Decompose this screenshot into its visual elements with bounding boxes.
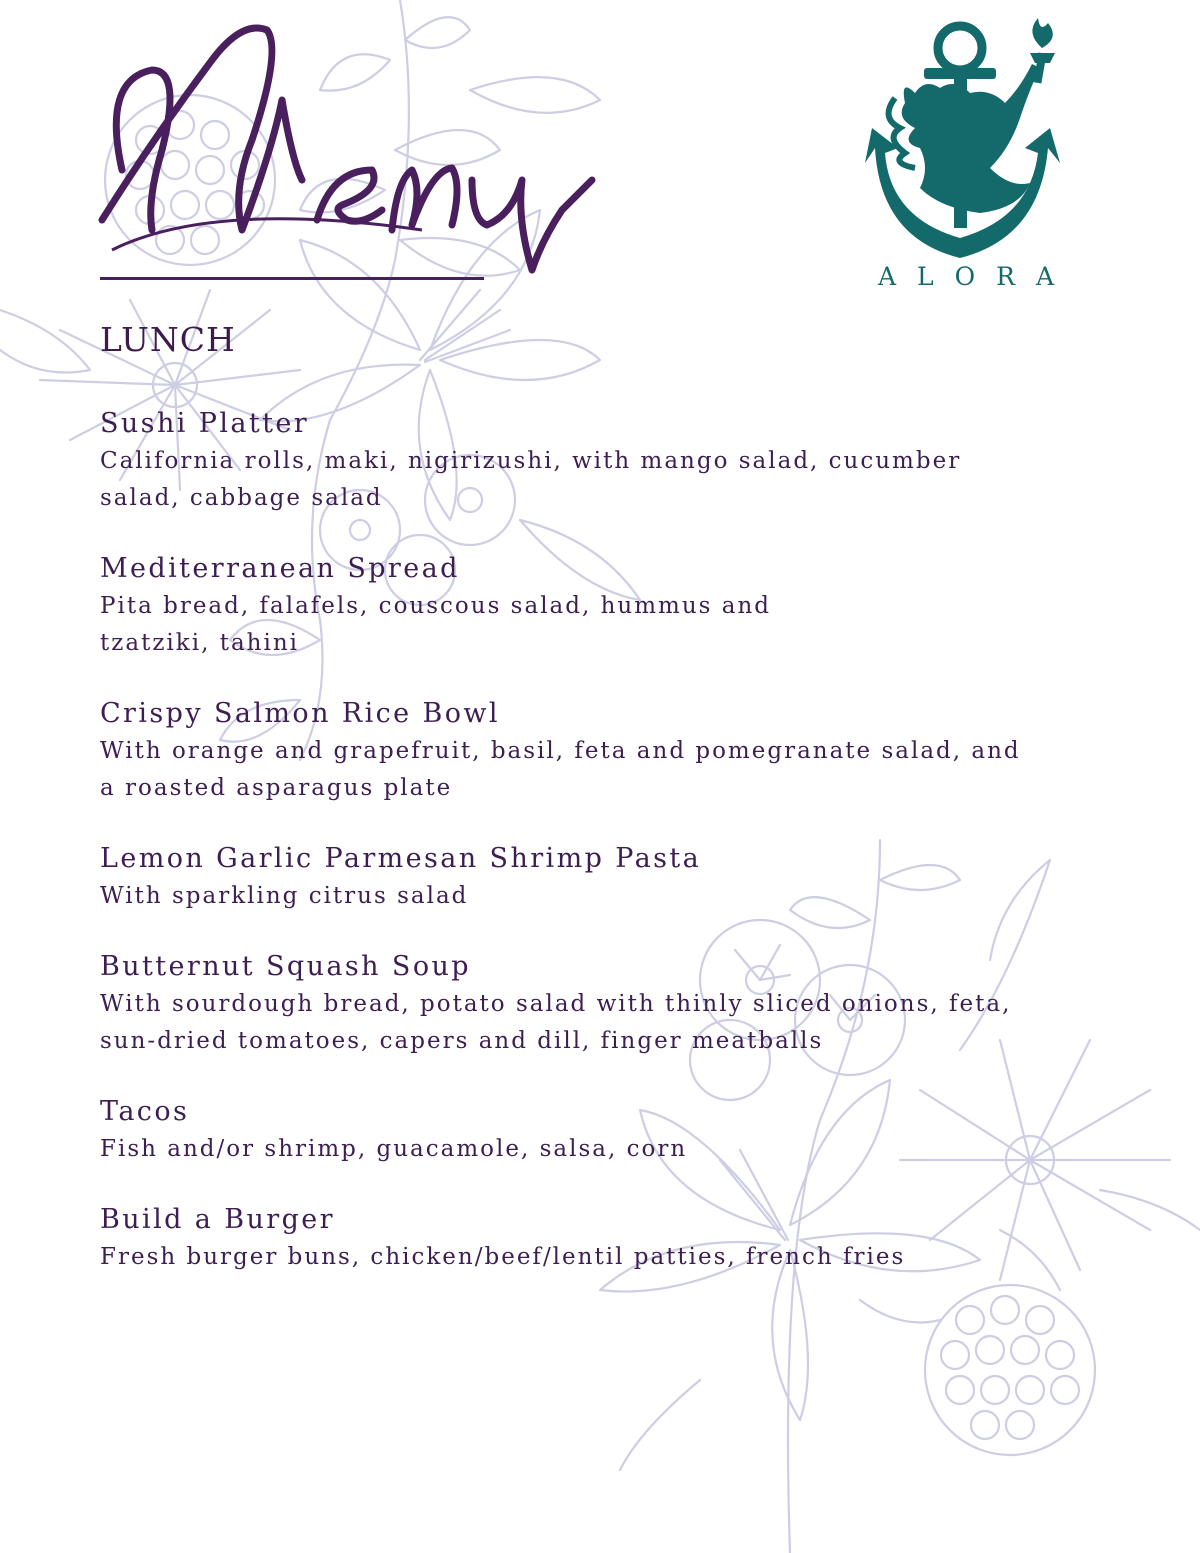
menu-item-description-line: Pita bread, falafels, couscous salad, hummus and [100, 593, 772, 619]
menu-item-name: Crispy Salmon Rice Bowl [100, 698, 500, 729]
menu-item-description-line: With orange and grapefruit, basil, feta and pomegranate salad, and [100, 738, 1021, 764]
menu-item-name: Lemon Garlic Parmesan Shrimp Pasta [100, 843, 702, 874]
hydrangea-bottom-icon [925, 1285, 1095, 1455]
menu-item [100, 1201, 1130, 1276]
menu-item [100, 840, 1130, 915]
menu-item [100, 695, 1130, 807]
page-title [0, 0, 1, 1]
section-title: LUNCH [100, 320, 236, 359]
menu-item [100, 550, 1130, 662]
menu-item-name: Mediterranean Spread [100, 553, 460, 584]
menu-item-description-line: Fresh burger buns, chicken/beef/lentil patties, french fries [100, 1244, 906, 1270]
menu-item-description-line: With sparkling citrus salad [100, 883, 469, 909]
menu-script-title [92, 20, 612, 280]
menu-item-description-line: salad, cabbage salad [100, 485, 383, 511]
menu-item-name: Butternut Squash Soup [100, 951, 471, 982]
menu-item-name: Build a Burger [100, 1204, 335, 1235]
menu-item-description-line: California rolls, maki, nigirizushi, with mango salad, cucumber [100, 448, 962, 474]
menu-item [100, 948, 1130, 1060]
menu-item [100, 1093, 1130, 1168]
menu-item [100, 405, 1130, 517]
menu-item-description-line: sun-dried tomatoes, capers and dill, finger meatballs [100, 1028, 824, 1054]
menu-item-description-line: Fish and/or shrimp, guacamole, salsa, corn [100, 1136, 688, 1162]
menu-item-name: Tacos [100, 1096, 190, 1127]
brand-name: ALORA [877, 262, 1076, 291]
menu-item-description-line: a roasted asparagus plate [100, 775, 453, 801]
menu-items-list [100, 405, 1130, 1309]
menu-item-description-line: With sourdough bread, potato salad with thinly sliced onions, feta, [100, 991, 1012, 1017]
menu-item-name: Sushi Platter [100, 408, 310, 439]
menu-item-description-line: tzatziki, tahini [100, 630, 299, 656]
title-underline [100, 277, 484, 280]
